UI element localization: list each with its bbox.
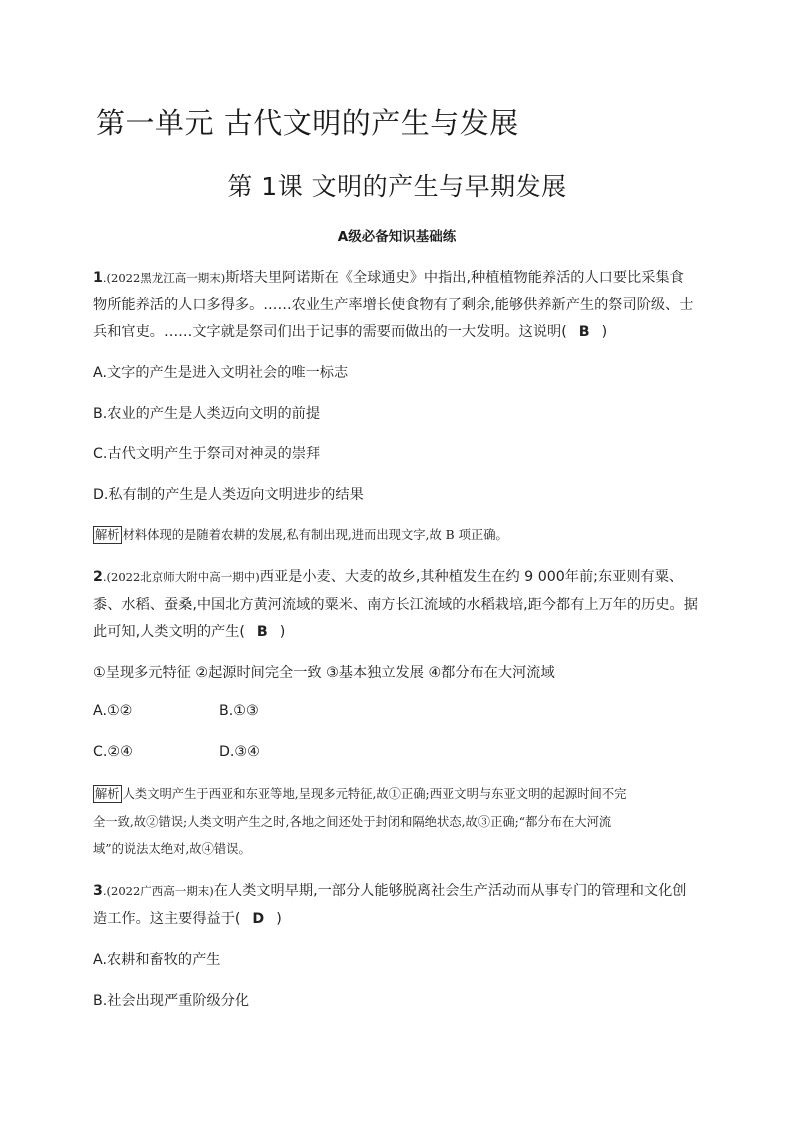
answer-mark: B: [256, 624, 268, 640]
question-source: .(2022北京师大附中高一期中): [102, 570, 260, 584]
question-number: 3: [93, 883, 103, 899]
question-2-explanation-line-3: 域”的说法太绝对,故④错误。: [93, 842, 251, 856]
question-2-explanation-line-2: 全一致,故②错误;人类文明产生之时,各地之间还处于封闭和隔绝状态,故③正确;“都分布在大河流: [93, 815, 612, 829]
question-2-stem-line-3: 此可知,人类文明的产生( B ): [93, 624, 286, 640]
question-3-stem-line-1: 3.(2022广西高一期末)在人类文明早期,一部分人能够脱离社会生产活动而从事专门的管理和文化创: [93, 883, 687, 899]
question-source: .(2022广西高一期末): [102, 884, 214, 898]
question-1-stem-line-3: 兵和官吏。……文字就是祭司们出于记事的需要而做出的一大发明。这说明( B ): [93, 324, 608, 340]
question-2-stem-line-1: 2.(2022北京师大附中高一期中)西亚是小麦、大麦的故乡,其种植发生在约 9 000年前;东亚则有粟、: [93, 569, 684, 585]
option-b: B.社会出现严重阶级分化: [93, 993, 250, 1009]
option-d: D.私有制的产生是人类迈向文明进步的结果: [93, 487, 364, 503]
unit-title: 第一单元 古代文明的产生与发展: [96, 106, 519, 140]
option-a: A.农耕和畜牧的产生: [93, 952, 221, 968]
question-1-stem-line-1: 1.(2022黑龙江高一期末)斯塔夫里阿诺斯在《全球通史》中指出,种植植物能养活的人口要比采集食: [93, 270, 684, 286]
option-d: D.③④: [219, 744, 260, 760]
answer-mark: D: [252, 911, 265, 927]
question-2-stem-line-2: 黍、水稻、蚕桑,中国北方黄河流域的粟米、南方长江流域的水稻栽培,距今都有上万年的历史。据: [93, 597, 698, 613]
statement-list: ①呈现多元特征 ②起源时间完全一致 ③基本独立发展 ④都分布在大河流域: [93, 665, 555, 681]
option-a: A.①②: [93, 703, 133, 719]
question-1-stem-line-2: 物所能养活的人口多得多。……农业生产率增长使食物有了剩余,能够供养新产生的祭司阶级、士: [93, 297, 694, 313]
question-2-explanation-line-1: 解析 人类文明产生于西亚和东亚等地,呈现多元特征,故①正确;西亚文明与东亚文明的起源时间不完: [95, 787, 627, 801]
option-a: A.文字的产生是进入文明社会的唯一标志: [93, 365, 349, 381]
explanation-tag: 解析: [95, 787, 120, 801]
question-source: .(2022黑龙江高一期末): [102, 271, 226, 285]
option-c: C.古代文明产生于祭司对神灵的崇拜: [93, 446, 321, 462]
answer-mark: B: [578, 324, 590, 340]
question-3-stem-line-2: 造工作。这主要得益于( D ): [93, 911, 282, 927]
explanation-tag: 解析: [95, 528, 120, 542]
option-b: B.农业的产生是人类迈向文明的前提: [93, 406, 321, 422]
option-b: B.①③: [219, 703, 259, 719]
question-number: 1: [93, 270, 103, 286]
question-number: 2: [93, 569, 103, 585]
option-c: C.②④: [93, 744, 133, 760]
section-title: A级必备知识基础练: [337, 229, 457, 245]
lesson-title: 第 1课 文明的产生与早期发展: [227, 172, 567, 201]
question-1-explanation: 解析 材料体现的是随着农耕的发展,私有制出现,进而出现文字,故 B 项正确。: [95, 528, 508, 542]
